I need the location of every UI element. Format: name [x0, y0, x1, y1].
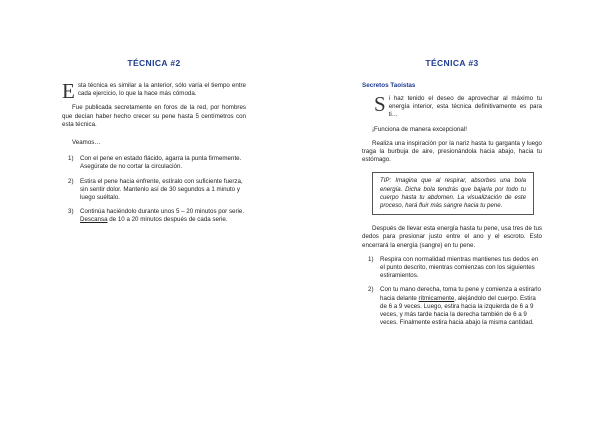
list-number: 1)	[368, 255, 374, 263]
drop-cap: S	[374, 92, 386, 116]
list-text: de 10 a 20 minutos después de cada serie.	[107, 216, 228, 224]
list-item	[362, 286, 542, 327]
list-text: Continúa haciéndolo durante unos 5 – 20 minutos por serie.	[80, 208, 245, 216]
list-text: , alejándolo del cuerpo. Estira de 6 a 9 veces. Luego, estira hacia la izquierda de 6 a 9 veces, y más tarde hacia la derecha también de 6 a 9 veces. Finalmente estira hacia abajo la misma cantidad.	[380, 294, 536, 327]
list-number: 2)	[368, 286, 374, 294]
intro-paragraph	[62, 79, 246, 103]
list-item	[362, 256, 542, 281]
paragraph: Después de llevar esta energía hasta tu pene, usa tres de tus dedos para presionar justo entre el ano y el escroto. Esto encerrará la energía (sangre) en tu pene.	[362, 225, 542, 249]
list-text: Con el pene en estado flácido, agarra la punta firmemente. Asegúrate de no cortar la circulación.	[80, 155, 242, 171]
underlined-word: Descansa	[80, 216, 108, 224]
list-text: Con tu mano derecha, toma tu pene y comienza a estirarlo hacia delante	[380, 286, 541, 302]
underlined-word: rítmicamente	[418, 294, 455, 302]
paragraph: ¡Funciona de manera excepcional!	[372, 125, 467, 133]
intro-text: i haz tenido el deseo de aprovechar al máximo tu energía interior, esta técnica definitivamente es para ti…	[388, 95, 542, 119]
drop-cap: E	[62, 79, 75, 103]
list-number: 2)	[68, 177, 74, 185]
intro-text: sta técnica es similar a la anterior, sólo varía el tiempo entre cada ejercicio, lo que la hace más cómoda.	[77, 82, 246, 98]
list-item	[62, 178, 246, 203]
steps-list	[362, 256, 542, 328]
tip-box: TIP: Imagina que al respirar, absorbes una bola energía. Dicha bola tendrás que bajarla por todo tu cuerpo hasta tu abdomen. La visualización de este proceso, hará fluir más sangre hacia tu pene.	[372, 172, 534, 215]
paragraph: Realiza una inspiración por la nariz hasta tu garganta y luego traga la burbuja de aire, presionándola hacia abajo, hacia tu estómago.	[362, 139, 542, 164]
list-number: 3)	[68, 208, 74, 216]
right-page	[300, 0, 600, 424]
page-title: TÉCNICA #2	[127, 58, 181, 68]
paragraph: Veamos…	[72, 139, 101, 147]
steps-list	[62, 155, 246, 224]
list-text: Estira el pene hacia enfrente, estíralo con suficiente fuerza, sin sentir dolor. Mantenlo así de 30 segundos a 1 minuto y luego suéltalo.	[80, 177, 243, 202]
paragraph: Fue publicada secretamente en foros de la red, por hombres que decían haber hecho crecer su pene hasta 5 centímetros con esta técnica.	[62, 104, 246, 128]
section-subtitle: Secretos Taoístas	[362, 82, 416, 89]
list-item	[62, 208, 246, 224]
list-text: Respira con normalidad mientras mantienes tus dedos en el punto descrito, mientras comienzas con los siguientes estiramientos.	[380, 255, 539, 280]
page-title: TÉCNICA #3	[425, 58, 479, 68]
list-number: 1)	[68, 155, 74, 163]
intro-paragraph	[362, 92, 542, 120]
list-item	[62, 155, 246, 171]
